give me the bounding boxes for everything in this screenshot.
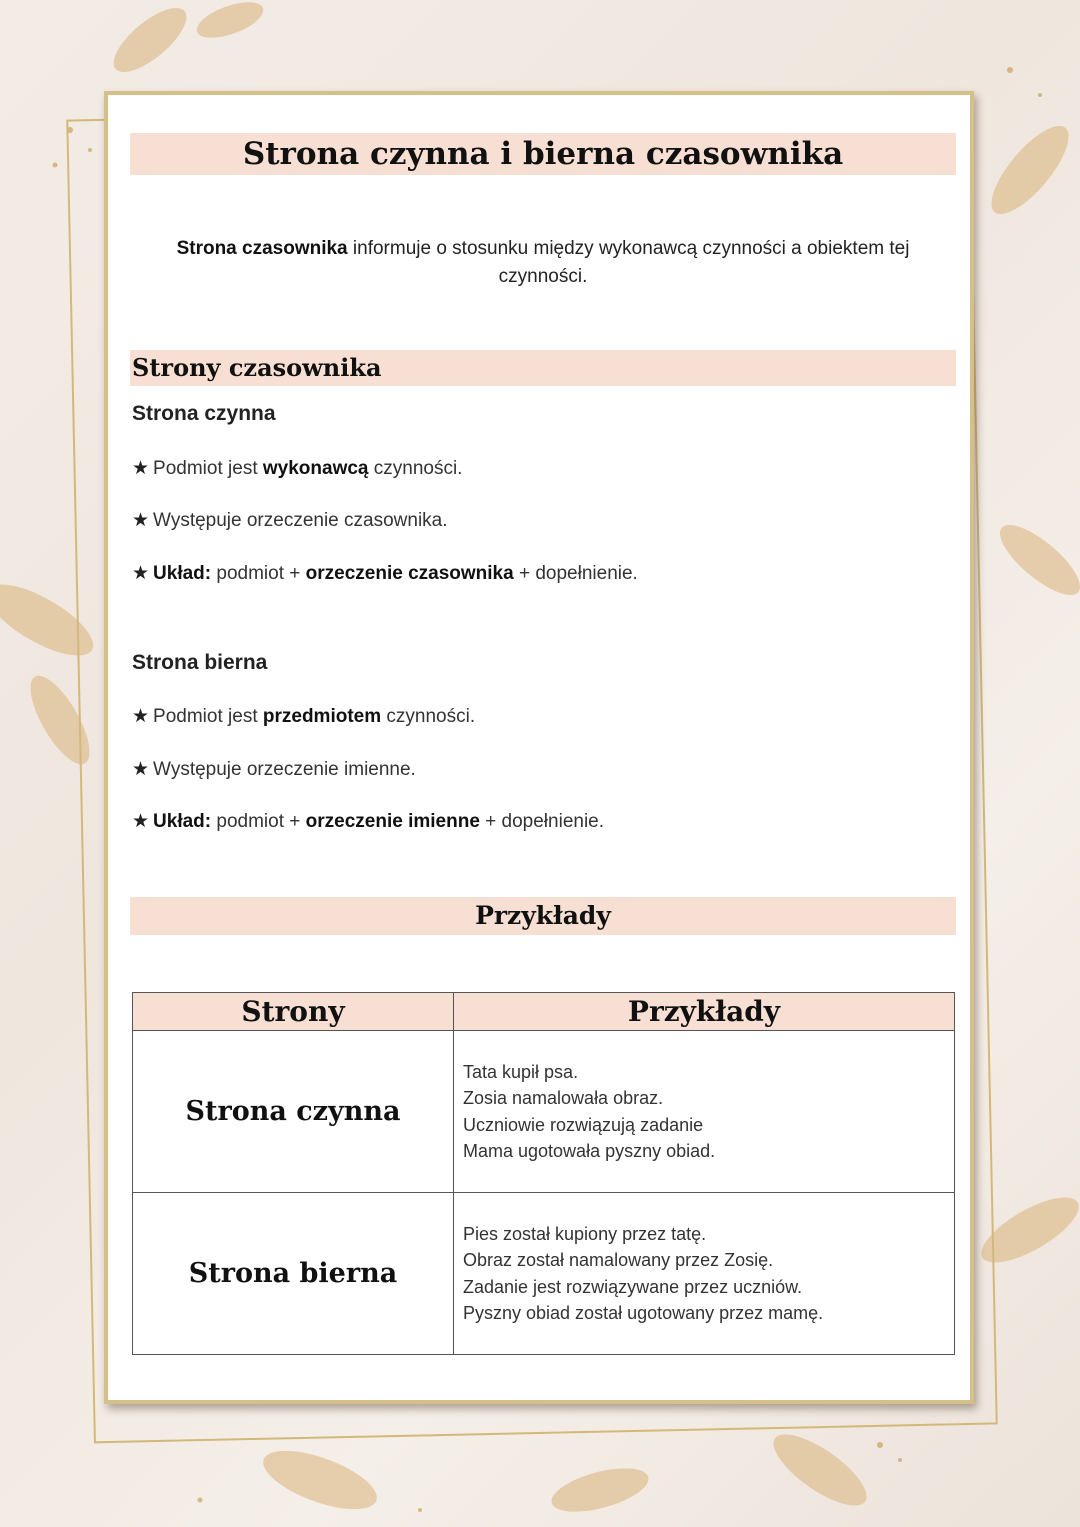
passive-heading: Strona bierna [132, 651, 268, 674]
passive-bullet-3: ★ Układ: podmiot + orzeczenie imienne + dopełnienie. [132, 811, 605, 832]
table-header-sides: Strony [133, 993, 454, 1031]
example-line: Zadanie jest rozwiązywane przez uczniów. [463, 1276, 803, 1297]
table-header-row [133, 993, 955, 1031]
example-line: Obraz został namalowany przez Zosię. [463, 1250, 774, 1270]
table-cell-examples [454, 1193, 955, 1355]
intro-text [148, 235, 938, 291]
examples-title: Przykłady [475, 901, 611, 930]
star-icon: ★ [132, 706, 150, 727]
page-title: Strona czynna i bierna czasownika [242, 136, 844, 172]
section-title: Strony czasownika [132, 353, 382, 382]
star-icon: ★ [132, 759, 150, 780]
star-icon: ★ [132, 458, 150, 479]
example-line: Uczniowie rozwiązują zadanie [463, 1114, 704, 1135]
star-icon: ★ [132, 510, 150, 531]
examples-band [130, 897, 956, 935]
table-cell-side: Strona bierna [133, 1193, 454, 1355]
table-row [133, 1031, 955, 1193]
table-header-examples: Przykłady [454, 993, 955, 1031]
example-line: Mama ugotowała pyszny obiad. [463, 1141, 716, 1161]
table-cell-side: Strona czynna [133, 1031, 454, 1193]
table-row [133, 1193, 955, 1355]
active-bullet-3: ★ Układ: podmiot + orzeczenie czasownika + dopełnienie. [132, 563, 638, 584]
star-icon: ★ [132, 563, 150, 584]
example-line: Pyszny obiad został ugotowany przez mamę. [463, 1303, 824, 1323]
content-card [104, 91, 974, 1404]
intro-bold: Strona czasownika [176, 238, 348, 259]
title-band [130, 133, 956, 175]
star-icon: ★ [132, 811, 150, 832]
table-cell-examples [454, 1031, 955, 1193]
examples-table [132, 992, 955, 1355]
passive-bullet-1: ★ Podmiot jest przedmiotem czynności. [132, 706, 476, 727]
section-band [130, 350, 956, 386]
active-bullet-2: ★ Występuje orzeczenie czasownika. [132, 510, 448, 531]
example-line: Zosia namalowała obraz. [463, 1088, 664, 1108]
active-heading: Strona czynna [132, 402, 276, 425]
intro-rest: informuje o stosunku między wykonawcą czynności a obiektem tej czynności. [347, 238, 910, 287]
active-bullet-1: ★ Podmiot jest wykonawcą czynności. [132, 458, 463, 479]
passive-bullet-2: ★ Występuje orzeczenie imienne. [132, 759, 416, 780]
example-line: Tata kupił psa. [463, 1061, 579, 1082]
example-line: Pies został kupiony przez tatę. [463, 1223, 707, 1244]
